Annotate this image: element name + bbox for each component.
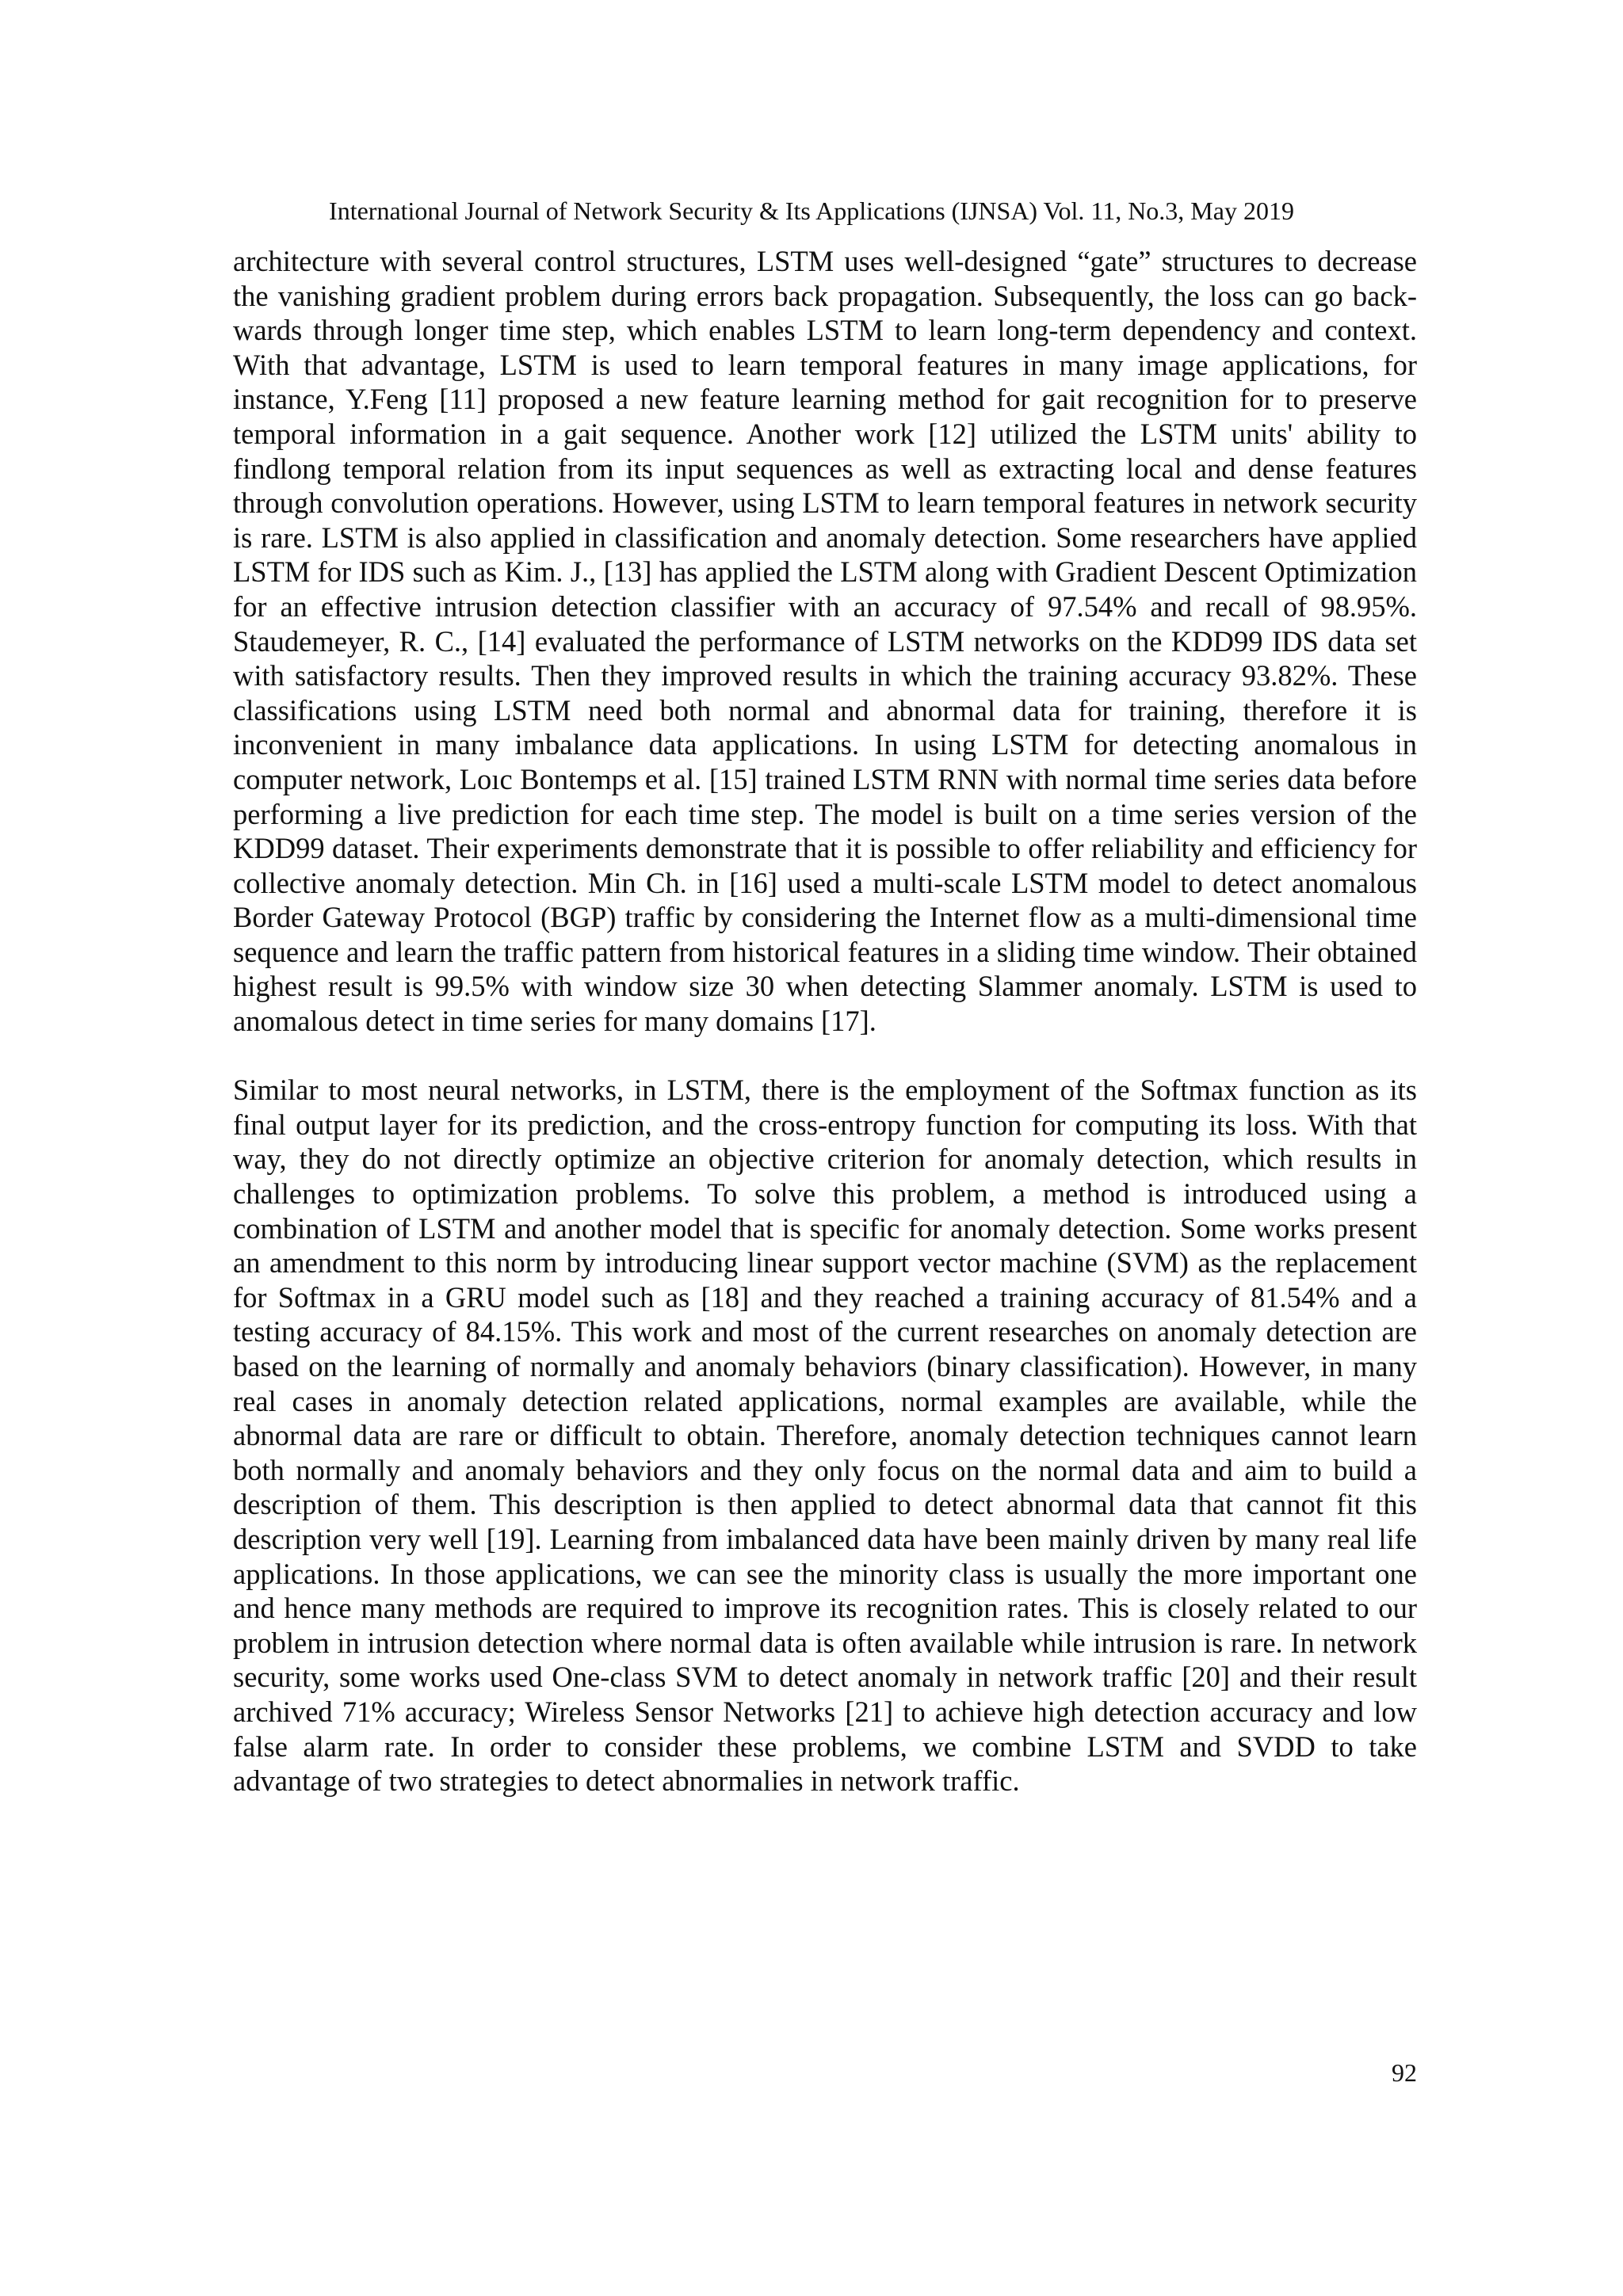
- running-header: International Journal of Network Security & Its Applications (IJNSA) Vol. 11, No.3, May 2019: [329, 196, 1294, 225]
- paragraph-1: architecture with several control structures, LSTM uses well-designed “gate” structures to decrease the vanishing gradient problem during errors back propagation. Subsequently, the loss can go back-wards through longer time step, which enables LSTM to learn long-term dependency and context. With that advantage, LSTM is used to learn temporal features in many image applications, for instance, Y.Feng [11] proposed a new feature learning method for gait recognition for to preserve temporal information in a gait sequence. Another work [12] utilized the LSTM units' ability to findlong temporal relation from its input sequences as well as extracting local and dense features through convolution operations. However, using LSTM to learn temporal features in network security is rare. LSTM is also applied in classification and anomaly detection. Some researchers have applied LSTM for IDS such as Kim. J., [13] has applied the LSTM along with Gradient Descent Optimization for an effective intrusion detection classifier with an accuracy of 97.54% and recall of 98.95%. Staudemeyer, R. C., [14] evaluated the performance of LSTM networks on the KDD99 IDS data set with satisfactory results. Then they improved results in which the training accuracy 93.82%. These classifications using LSTM need both normal and abnormal data for training, therefore it is inconvenient in many imbalance data applications. In using LSTM for detecting anomalous in computer network, Loıc Bontemps et al. [15] trained LSTM RNN with normal time series data before performing a live prediction for each time step. The model is built on a time series version of the KDD99 dataset. Their experiments demonstrate that it is possible to offer reliability and efficiency for collective anomaly detection. Min Ch. in [16] used a multi-scale LSTM model to detect anomalous Border Gateway Protocol (BGP) traffic by considering the Internet flow as a multi-dimensional time sequence and learn the traffic pattern from historical features in a sliding time window. Their obtained highest result is 99.5% with window size 30 when detecting Slammer anomaly. LSTM is used to anomalous detect in time series for many domains [17].: [233, 245, 1417, 1038]
- page-number: 92: [1392, 2058, 1417, 2087]
- body-text: [233, 244, 1417, 1798]
- paragraph-2: Similar to most neural networks, in LSTM, there is the employment of the Softmax function as its final output layer for its prediction, and the cross-entropy function for computing its loss. With that way, they do not directly optimize an objective criterion for anomaly detection, which results in challenges to optimization problems. To solve this problem, a method is introduced using a combination of LSTM and another model that is specific for anomaly detection. Some works present an amendment to this norm by introducing linear support vector machine (SVM) as the replacement for Softmax in a GRU model such as [18] and they reached a training accuracy of 81.54% and a testing accuracy of 84.15%. This work and most of the current researches on anomaly detection are based on the learning of normally and anomaly behaviors (binary classification). However, in many real cases in anomaly detection related applications, normal examples are available, while the abnormal data are rare or difficult to obtain. Therefore, anomaly detection techniques cannot learn both normally and anomaly behaviors and they only focus on the normal data and aim to build a description of them. This description is then applied to detect abnormal data that cannot fit this description very well [19]. Learning from imbalanced data have been mainly driven by many real life applications. In those applications, we can see the minority class is usually the more important one and hence many methods are required to improve its recognition rates. This is closely related to our problem in intrusion detection where normal data is often available while intrusion is rare. In network security, some works used One-class SVM to detect anomaly in network traffic [20] and their result archived 71% accuracy; Wireless Sensor Networks [21] to achieve high detection accuracy and low false alarm rate. In order to consider these problems, we combine LSTM and SVDD to take advantage of two strategies to detect abnormalies in network traffic.: [233, 1074, 1417, 1798]
